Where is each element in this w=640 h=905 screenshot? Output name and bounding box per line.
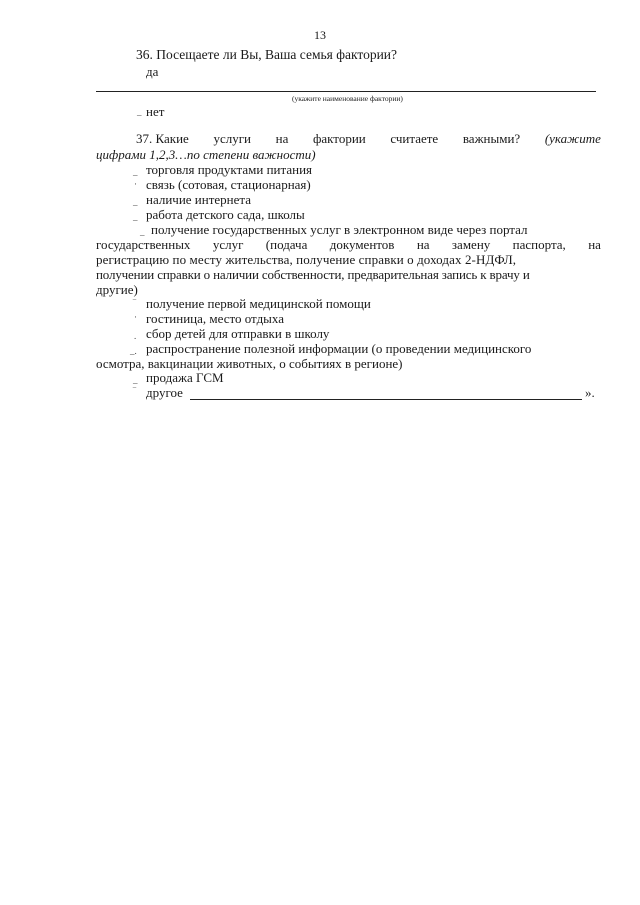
q36-factory-name-line: [96, 91, 596, 92]
checkbox-mark: ‾: [133, 299, 136, 309]
checkbox-mark: _: [140, 227, 145, 237]
q37-word: 37. Какие: [136, 131, 189, 146]
q37-option-first-aid: получение первой медицинской помощи: [146, 296, 371, 311]
question-37-title-line1: [136, 131, 601, 147]
gosuslugi-word: на: [416, 237, 430, 252]
q37-option-gosuslugi-line3: регистрацию по месту жительства, получение справки о доходах 2-НДФЛ,: [96, 252, 517, 267]
q36-option-no: нет: [146, 104, 165, 119]
q37-other-closing-quote: ».: [585, 385, 595, 400]
checkbox-mark: ·: [134, 179, 137, 189]
q37-option-gosuslugi-line4: получении справки о наличии собственности, предварительная запись к врачу и: [96, 267, 530, 282]
q36-hint: (укажите наименование фактории): [292, 94, 403, 103]
question-37-title-line2: цифрами 1,2,3…по степени важности): [96, 147, 316, 162]
gosuslugi-word: государственных: [96, 237, 191, 252]
checkbox-mark: _: [133, 197, 138, 207]
gosuslugi-word: документов: [329, 237, 395, 252]
q37-option-children-school: сбор детей для отправки в школу: [146, 326, 330, 341]
q37-option-gosuslugi-line2: [96, 237, 601, 253]
q37-option-info-line2: осмотра, вакцинации животных, о событиях в регионе): [96, 356, 403, 371]
q37-word: (укажите: [544, 131, 601, 146]
q37-word: важными?: [462, 131, 521, 146]
gosuslugi-word: замену: [451, 237, 491, 252]
q37-option-communication: связь (сотовая, стационарная): [146, 177, 311, 192]
checkbox-mark: ‾: [133, 387, 136, 397]
q37-option-kindergarten: работа детского сада, школы: [146, 207, 305, 222]
q37-option-other: другое: [146, 385, 183, 400]
q37-word: на: [275, 131, 289, 146]
gosuslugi-word: услуг: [212, 237, 244, 252]
page-number: 13: [314, 28, 326, 42]
gosuslugi-word: паспорта,: [512, 237, 566, 252]
checkbox-mark: _: [133, 212, 138, 222]
q37-other-blank-line: [190, 399, 582, 400]
checkbox-mark: _: [133, 375, 138, 385]
q37-option-gosuslugi-line1: получение государственных услуг в электронном виде через портал: [151, 222, 528, 237]
q37-word: фактории: [312, 131, 366, 146]
q37-option-internet: наличие интернета: [146, 192, 252, 207]
q37-option-info-line1: распространение полезной информации (о проведении медицинского: [146, 341, 532, 356]
checkbox-mark: _: [137, 107, 142, 117]
q37-option-fuel: продажа ГСМ: [146, 370, 224, 385]
checkbox-mark: .: [134, 331, 137, 341]
q37-option-hotel: гостиница, место отдыха: [146, 311, 285, 326]
q37-word: считаете: [390, 131, 439, 146]
gosuslugi-word: на: [588, 237, 601, 252]
checkbox-mark: _: [133, 167, 138, 177]
q37-option-food: торговля продуктами питания: [146, 162, 313, 177]
question-36-title: 36. Посещаете ли Вы, Ваша семья фактории?: [136, 47, 398, 62]
checkbox-mark: _.: [130, 346, 137, 356]
q37-word: услуги: [213, 131, 251, 146]
q36-option-yes: да: [146, 64, 159, 79]
checkbox-mark: ·: [134, 312, 137, 322]
q37-option-gosuslugi-line5: другие): [96, 282, 138, 297]
gosuslugi-word: (подача: [265, 237, 308, 252]
